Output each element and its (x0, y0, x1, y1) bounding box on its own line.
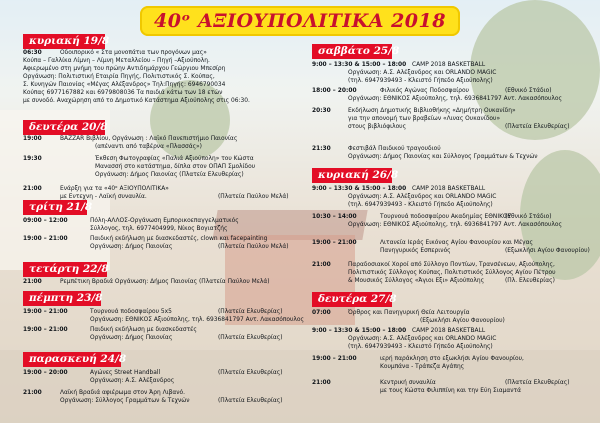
event-text: Οργάνωση: ΕΘΝΙΚΟΣ Αξιούπολης, τηλ. 6936841797 Αντ. Λακασόπουλος (90, 317, 304, 323)
event-text: για την απονομή των βραβείων «Λινας Ουκανίδου» (348, 116, 501, 122)
event-text: Φεστιβάλ Παιδικού τραγουδιού (348, 146, 441, 152)
event-time: 09:00 – 12:00 (23, 218, 68, 224)
event-time: 19:00 – 21:00 (23, 309, 68, 315)
event-text: Οργάνωση: Δήμος Παιονίας (90, 335, 173, 341)
day-heading: τετάρτη 22/8 (23, 262, 107, 277)
event-time: 19:00 – 20:00 (23, 370, 68, 376)
event-venue: (Πλατεία Παύλου Μελά) (218, 244, 289, 250)
event-text: Ενάρξη για τα «40ᵒ ΑΞΙΟΥΠΟΛΙΤΙΚΑ» (60, 186, 169, 192)
event-text: (απέναντι από ταβέρνα «Πλασσάς») (95, 144, 202, 150)
event-time: 19:00 – 21:00 (23, 327, 68, 333)
event-line (312, 214, 552, 222)
event-text: Λαϊκή Βραδιά αφιέρωμα στον Άρη Λιβανό. (60, 390, 186, 396)
event-text: CAMP 2018 BASKETBALL (412, 328, 486, 334)
event-text: Αγώνες Street Handball (90, 370, 161, 376)
event-text: Τουρνουά ποδοσφαίρου Ακαδημίας ΕΘΝΙΚΟΥ (380, 214, 512, 220)
event-line (312, 328, 486, 336)
event-time: 21:00 (23, 279, 42, 285)
event-time: 20:30 (312, 108, 331, 114)
event-text: CAMP 2018 BASKETBALL (412, 186, 486, 192)
event-text: Κούπας 6977167882 και 6979808036 Τα παιδιά κάτω των 18 ετών (23, 90, 223, 96)
event-text: Οργάνωση: ΕΘΝΙΚΟΣ Αξιούπολης, τηλ. 6936841797 Αντ. Λακασόπουλος (348, 222, 562, 228)
event-text: Πανηγυρικός Εσπερινός (380, 248, 451, 254)
event-time: 19:00 (23, 136, 42, 142)
event-text: Τουρνουά ποδοσφαίρου 5x5 (90, 309, 172, 315)
event-text: CAMP 2018 BASKETBALL (412, 62, 486, 68)
event-venue: (Πλατεία Ελευθερίας) (505, 124, 570, 130)
event-venue: (Πλατεία Ελευθερίας) (218, 370, 283, 376)
event-text: Μανασσή στο κατάστημα, δίπλα στον ΟΠΑΠ Σμολίδου (95, 164, 256, 170)
event-venue: (Πλατεία Παύλου Μελά) (218, 194, 289, 200)
day-heading: κυριακή 19/8 (23, 34, 105, 49)
event-text: Εκδήλωση Δημοτικής Βιβλιοθήκης «Δημήτρη Ουκανίδη» (348, 108, 516, 114)
event-line (23, 186, 169, 194)
event-venue: (Πλατεία Ελευθερίας) (505, 380, 570, 386)
event-text: με συνοδό. Αναχώρηση από το Δημοτικό Κατάστημα Αξιούπολης στις 06:30. (23, 98, 250, 104)
event-time: 19:00 – 21:00 (23, 236, 68, 242)
event-line (312, 262, 555, 270)
day-heading: δευτέρα 27/8 (312, 292, 392, 307)
event-time: 21:00 (312, 380, 331, 386)
day-heading: παρασκευή 24/8 (23, 352, 121, 367)
event-line (23, 279, 270, 287)
event-venue: (Εθνικό Στάδιο) (505, 88, 552, 94)
event-time: 21:30 (312, 146, 331, 152)
event-line (23, 309, 283, 317)
event-line (23, 370, 283, 378)
page-title (140, 6, 460, 36)
event-text: Αφιερωμένο στη μνήμη του πρώην Αντιδημάρχου Γεώργιου Μπεσίρη (23, 66, 226, 72)
event-text: (τηλ. 6947939493 - Κλειστό Γήπεδο Αξιούπολης) (348, 202, 493, 208)
event-text: Οργάνωση: Α.Σ. Αλέξανδρος (90, 378, 175, 384)
event-text: Πόλη-ΑΛΛΟΣ-Οργάνωση Εμπορικοεπαγγελματικός (90, 218, 239, 224)
event-venue: (Πλατεία Ελευθερίας) (218, 309, 283, 315)
event-text: Οργάνωση: Α.Σ. Αλέξανδρος και ORLANDO MAGIC (348, 194, 497, 200)
event-text: Όρθρος και Πανηγυρική Θεία Λειτουργία (348, 310, 470, 316)
page-title-text: 40ᵒ ΑΞΙΟΥΠΟΛΙΤΙΚΑ 2018 (154, 10, 446, 32)
event-text: με Εντεχνη - Λαϊκή συναυλία. (60, 194, 147, 200)
event-line (23, 327, 197, 335)
event-line (312, 88, 552, 96)
event-text: Οργάνωση: Δήμος Παιονίας (90, 244, 173, 250)
event-text: & Μουσικός Σύλλογος «Άγιοι Εξι» Αξιούπολης (348, 278, 485, 284)
event-line (23, 218, 239, 226)
event-time: 21:00 (23, 186, 42, 192)
event-time: 9:00 – 13:30 & 15:00 – 18:00 (312, 328, 407, 334)
event-line (312, 240, 533, 248)
event-text: Έκθεση Φωτογραφίας «Παλιά Αξιούπολη» του Κώστα (95, 156, 254, 162)
event-line (23, 156, 254, 164)
event-text: ιερή παράκληση στο εξωκλήσι Αγίου Φανουρίου, (380, 356, 524, 362)
event-time: 07:00 (312, 310, 331, 316)
event-text: Οργάνωση: Α.Σ. Αλέξανδρος και ORLANDO MAGIC (348, 336, 497, 342)
event-text: Παιδική εκδήλωση με διασκεδαστές, clown και facepainting (90, 236, 268, 242)
event-line (23, 390, 186, 398)
event-text: στους βιβλιόφιλους (348, 124, 407, 130)
event-venue: (Πλατεία Ελευθερίας) (218, 398, 283, 404)
event-line (312, 356, 524, 364)
event-line (23, 50, 207, 58)
event-text: Φιλικός Αγώνας Ποδοσφαίρου (380, 88, 469, 94)
event-text: Οργάνωση: Πολιτιστική Εταιρία Πηγής, Πολιτιστικός Σ. Κούπας, (23, 74, 215, 80)
event-text: Παιδική εκδήλωση με διασκεδαστές (90, 327, 197, 333)
event-text: Λιτανεία Ιεράς Εικόνας Αγίου Φανουρίου και Μέγας (380, 240, 533, 246)
event-time: 9:00 – 13:30 & 15:00 – 18:00 (312, 62, 407, 68)
event-time: 19:00 – 21:00 (312, 240, 357, 246)
event-text: BAZZAR Βιβλίου, Οργάνωση : Λαϊκό Πανεπιστήμιο Παιονίας (60, 136, 238, 142)
event-text: Οργάνωση: Δήμος Παιονίας (Πλατεία Ελευθερίας) (95, 172, 244, 178)
event-text: Παραδοσιακοί Χοροί από Σύλλογο Ποντίων, Τρανσένεων, Αξιούπολης, (348, 262, 555, 268)
event-text: Οργάνωση: Δήμος Παιονίας και Σύλλογος Γραμμάτων & Τεχνών (348, 154, 538, 160)
event-text: Κούπα – Γαλλίκα Λίμνη – Λίμνη Μεταλλείου – Πηγή –Αξιούπολη. (23, 58, 210, 64)
event-text: (τηλ. 6947939493 - Κλειστό Γήπεδο Αξιούπολης) (348, 78, 493, 84)
event-time: 19:00 – 21:00 (312, 356, 357, 362)
day-heading: τρίτη 21/8 (23, 200, 87, 215)
event-text: (Εξωκλήσι Αγίου Φανουρίου) (420, 318, 505, 324)
event-line (312, 380, 570, 388)
event-text: Σ. Κυνηγών Παιονίας «Μέγας Αλέξανδρος» Τηλ:Πηγής: 6946790034 (23, 82, 226, 88)
event-text: Σύλλογος, τηλ. 6977404999, Νίκος Βογιατζής (90, 226, 228, 232)
event-line (312, 146, 441, 154)
event-venue: (Εξωκλήσι Αγίου Φανουρίου) (505, 248, 590, 254)
event-text: Οργάνωση: ΕΘΝΙΚΟΣ Αξιούπολης, τηλ. 6936841797 Αντ. Λακασόπουλος (348, 96, 562, 102)
day-heading: δευτέρα 20/8 (23, 120, 105, 135)
event-text: Κεντρική συναυλία (380, 380, 436, 386)
event-time: 18:00 – 20:00 (312, 88, 357, 94)
day-heading: κυριακή 26/8 (312, 168, 392, 183)
event-line (312, 108, 516, 116)
event-text: Κουμπάνα - Τράπεζα Αγάπης (380, 364, 465, 370)
event-line (312, 310, 470, 318)
day-heading: σαββάτο 25/8 (312, 44, 392, 59)
event-text: Οργάνωση: Σύλλογος Γραμμάτων & Τεχνών (60, 398, 190, 404)
event-time: 21:00 (23, 390, 42, 396)
event-venue: (Εθνικό Στάδιο) (505, 214, 552, 220)
event-text: Οργάνωση: Α.Σ. Αλέξανδρος και ORLANDO MAGIC (348, 70, 497, 76)
event-venue: (Πλατεία Ελευθερίας) (218, 335, 283, 341)
event-text: Πολιτιστικός Σύλλογος Κούπας, Πολιτιστικός Σύλλογος Αγίου Πέτρου (348, 270, 556, 276)
event-time: 10:30 – 14:00 (312, 214, 357, 220)
event-text: με τους Κώστα Φιλιππίνη και την Εύη Σιαμαντά (380, 388, 521, 394)
event-time: 06:30 (23, 50, 42, 56)
event-text: (τηλ. 6947939493 - Κλειστό Γήπεδο Αξιούπολης) (348, 344, 493, 350)
event-text: Ρεμπέτικη Βραδιά Οργάνωση: Δήμος Παιονίας (Πλατεία Παύλου Μελά) (60, 279, 270, 285)
event-time: 19:30 (23, 156, 42, 162)
event-line (23, 136, 238, 144)
event-text: Οδοιπορικό « Στα μονοπάτια των προγόνων μας» (60, 50, 207, 56)
event-line (312, 62, 486, 70)
event-line (312, 186, 486, 194)
day-heading: πέμπτη 23/8 (23, 291, 101, 306)
event-line (23, 236, 268, 244)
event-time: 21:00 (312, 262, 331, 268)
event-venue: (Πλ. Ελευθερίας) (505, 278, 555, 284)
event-time: 9:00 – 13:30 & 15:00 – 18:00 (312, 186, 407, 192)
